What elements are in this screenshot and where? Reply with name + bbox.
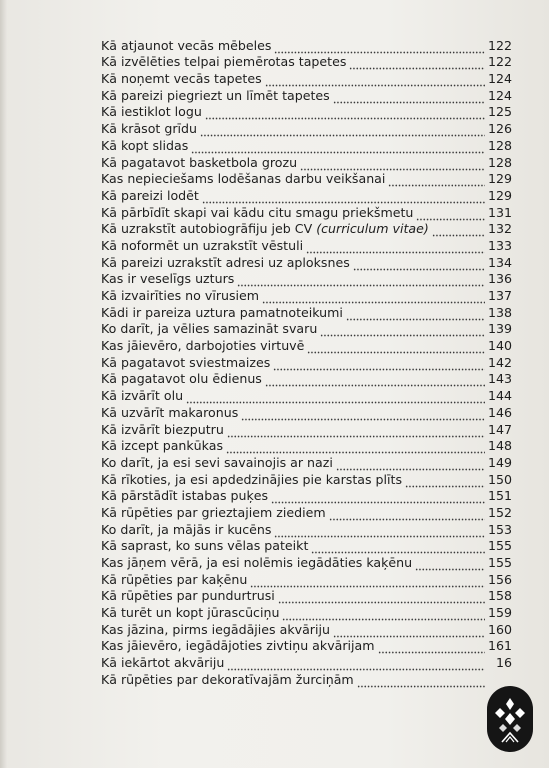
toc-entry-title-text: Kā pagatavot olu ēdienus xyxy=(101,371,262,387)
toc-entry[interactable] xyxy=(101,254,512,271)
toc-entry-page-number: 161 xyxy=(487,638,512,654)
toc-entry-title-text: Ko darīt, ja mājās ir kucēns xyxy=(101,521,272,537)
toc-entry-title-text: Kā izcept pankūkas xyxy=(101,438,224,454)
toc-entry[interactable] xyxy=(101,304,512,321)
dot-leader xyxy=(237,275,485,287)
dot-leader xyxy=(353,259,485,271)
dot-leader xyxy=(273,359,485,371)
diamond-flower-logo-icon xyxy=(487,686,533,752)
toc-entry-title xyxy=(101,305,343,321)
dot-leader xyxy=(329,509,485,521)
toc-entry-title xyxy=(101,338,304,354)
dot-leader xyxy=(405,476,485,488)
toc-entry-title-text: Kā uzrakstīt autobiogrāfiju jeb CV xyxy=(101,221,313,237)
dot-leader xyxy=(320,325,485,337)
toc-entry-title xyxy=(101,321,317,337)
toc-entry[interactable] xyxy=(101,671,512,688)
toc-entry-page-number: 131 xyxy=(487,204,512,220)
toc-entry-page-number: 148 xyxy=(487,438,512,454)
toc-entry[interactable] xyxy=(101,554,512,571)
toc-entry-title-text: Kā izvārīt biezputru xyxy=(101,421,224,437)
dot-leader xyxy=(186,392,485,404)
toc-entry[interactable] xyxy=(101,521,512,538)
dot-leader xyxy=(227,659,485,671)
toc-entry-title-text: Kā pārbīdīt skapi vai kādu citu smagu priekšmetu xyxy=(101,204,414,220)
dot-leader xyxy=(227,426,485,438)
toc-entry[interactable] xyxy=(101,154,512,171)
toc-entry-page-number: 155 xyxy=(487,555,512,570)
toc-entry-title xyxy=(101,622,330,638)
toc-entry-page-number: 149 xyxy=(487,454,512,470)
toc-entry-title-text: Kā pārstādīt istabas puķes xyxy=(101,488,269,504)
toc-entry-title-text: Kas ir veselīgs uzturs xyxy=(101,271,235,287)
toc-entry-title-text: Kas jāievēro, darbojoties virtuvē xyxy=(101,338,305,354)
toc-entry[interactable] xyxy=(101,371,512,388)
toc-entry-title-text: Kā pareizi lodēt xyxy=(101,187,199,203)
dot-leader xyxy=(262,292,485,304)
dot-leader xyxy=(333,626,485,638)
toc-entry-title-text: Kā atjaunot vecās mēbeles xyxy=(101,37,272,53)
dot-leader xyxy=(333,92,485,104)
dot-leader xyxy=(378,642,485,654)
toc-entry[interactable] xyxy=(101,54,512,71)
toc-entry-page-number: 137 xyxy=(487,288,512,303)
toc-entry-title-text: Kā izvairīties no vīrusiem xyxy=(101,288,260,303)
toc-entry-page-number: 152 xyxy=(487,504,512,520)
toc-entry-title-text: Kas jāzina, pirms iegādājies akvāriju xyxy=(101,621,330,637)
toc-entry-title xyxy=(101,555,412,571)
toc-entry-title xyxy=(101,455,333,471)
toc-entry-title xyxy=(101,155,297,171)
toc-entry-title-text: Kā pagatavot sviestmaizes xyxy=(101,354,271,370)
dot-leader xyxy=(278,592,485,604)
toc-entry-page-number: 132 xyxy=(487,221,512,237)
toc-entry-page-number: 136 xyxy=(487,271,512,287)
toc-entry-title xyxy=(101,88,330,104)
toc-entry[interactable] xyxy=(101,438,512,455)
toc-entry-page-number: 159 xyxy=(487,605,512,621)
toc-entry-title-text: Kā kopt slidas xyxy=(101,137,189,153)
dot-leader xyxy=(388,175,485,187)
toc-entry-title-text: Kā turēt un kopt jūrascūciņu xyxy=(101,605,280,621)
toc-entry-title xyxy=(101,638,375,654)
dot-leader xyxy=(226,442,485,454)
dot-leader xyxy=(265,75,485,87)
table-of-contents xyxy=(101,37,512,688)
toc-entry[interactable] xyxy=(101,421,512,438)
toc-entry[interactable] xyxy=(101,404,512,421)
toc-entry[interactable] xyxy=(101,604,512,621)
toc-entry-title xyxy=(101,605,279,621)
toc-entry-page-number: 146 xyxy=(487,404,512,420)
dot-leader xyxy=(307,342,485,354)
toc-entry-title-text: Ko darīt, ja esi sevi savainojis ar nazi xyxy=(101,454,333,470)
toc-entry-title xyxy=(101,538,308,554)
toc-entry[interactable] xyxy=(101,70,512,87)
toc-entry[interactable] xyxy=(101,221,512,238)
toc-entry-page-number: 138 xyxy=(487,304,512,320)
toc-entry-title-text: Kā rūpēties par dekoratīvajām žurciņām xyxy=(101,671,354,687)
dot-leader xyxy=(191,142,485,154)
dot-leader xyxy=(205,108,485,120)
toc-entry-page-number: 122 xyxy=(487,54,512,70)
dot-leader xyxy=(265,375,485,387)
toc-entry-title xyxy=(101,38,271,54)
dot-leader xyxy=(274,42,485,54)
toc-entry-page-number: 125 xyxy=(487,104,512,120)
toc-entry-title-text: Kā pareizi piegriezt un līmēt tapetes xyxy=(101,87,330,103)
toc-entry[interactable] xyxy=(101,87,512,104)
toc-entry[interactable] xyxy=(101,37,512,54)
toc-entry-title xyxy=(101,221,429,237)
toc-entry[interactable] xyxy=(101,638,512,655)
toc-entry[interactable] xyxy=(101,588,512,605)
toc-entry-title xyxy=(101,188,199,204)
toc-entry[interactable] xyxy=(101,204,512,221)
toc-entry[interactable] xyxy=(101,621,512,638)
toc-entry-page-number: 129 xyxy=(487,187,512,203)
toc-entry-title-text: Kā krāsot grīdu xyxy=(101,121,198,137)
toc-entry-title-text: Kā iekārtot akvāriju xyxy=(101,655,225,671)
toc-entry[interactable] xyxy=(101,237,512,254)
dot-leader xyxy=(202,192,485,204)
toc-entry-title xyxy=(101,121,197,137)
toc-entry-page-number: 16 xyxy=(495,655,512,671)
dot-leader xyxy=(250,576,485,588)
dot-leader xyxy=(311,542,485,554)
toc-entry-page-number: 142 xyxy=(487,354,512,370)
toc-entry-page-number: 143 xyxy=(487,371,512,387)
dot-leader xyxy=(346,309,485,321)
toc-entry-title-text: Kā pareizi uzrakstīt adresi uz aploksnes xyxy=(101,254,350,270)
toc-entry-title-text: Kā saprast, ko suns vēlas pateikt xyxy=(101,538,309,554)
dot-leader xyxy=(300,159,485,171)
toc-entry[interactable] xyxy=(101,120,512,137)
toc-entry-page-number: 156 xyxy=(487,571,512,587)
toc-entry-page-number: 128 xyxy=(487,137,512,153)
dot-leader xyxy=(349,58,485,70)
toc-entry-title xyxy=(101,472,402,488)
dot-leader xyxy=(200,125,485,137)
toc-entry-title xyxy=(101,438,223,454)
toc-entry-title-text: Kā rūpēties par grieztajiem ziediem xyxy=(101,504,326,520)
toc-entry-title xyxy=(101,205,413,221)
toc-entry-page-number: 150 xyxy=(487,471,512,487)
toc-entry-page-number: 153 xyxy=(487,521,512,537)
toc-entry-title xyxy=(101,271,234,287)
dot-leader xyxy=(282,609,485,621)
toc-entry-page-number: 128 xyxy=(487,154,512,170)
toc-entry-page-number: 124 xyxy=(487,87,512,103)
toc-entry-title-text: Kā izvārīt olu xyxy=(101,388,184,404)
toc-entry-page-number: 147 xyxy=(487,421,512,437)
toc-entry-title-text: Kā pagatavot basketbola grozu xyxy=(101,154,298,170)
toc-entry-title-text: Kā iestiklot logu xyxy=(101,104,202,120)
toc-entry-page-number: 144 xyxy=(487,388,512,404)
toc-entry[interactable] xyxy=(101,538,512,555)
toc-entry-title-text: Kas jāņem vērā, ja esi nolēmis iegādāties kaķēnu xyxy=(101,555,413,570)
dot-leader xyxy=(357,676,485,688)
toc-entry-page-number: 151 xyxy=(487,488,512,504)
toc-entry-title-text: Kā noformēt un uzrakstīt vēstuli xyxy=(101,237,304,253)
toc-entry-title xyxy=(101,255,350,271)
toc-entry-title xyxy=(101,54,346,70)
toc-entry-title xyxy=(101,238,303,254)
toc-entry-page-number: 124 xyxy=(487,71,512,87)
toc-entry[interactable] xyxy=(101,354,512,371)
toc-entry[interactable] xyxy=(101,454,512,471)
toc-entry-title xyxy=(101,138,188,154)
toc-entry[interactable] xyxy=(101,271,512,288)
toc-entry[interactable] xyxy=(101,504,512,521)
toc-entry-title xyxy=(101,288,259,304)
toc-entry-title-text: Kādi ir pareiza uztura pamatnoteikumi xyxy=(101,304,343,320)
toc-entry-title-text: Kas jāievēro, iegādājoties zivtiņu akvārijam xyxy=(101,638,375,654)
toc-entry[interactable] xyxy=(101,387,512,404)
toc-entry-page-number: 126 xyxy=(487,121,512,137)
toc-entry-title xyxy=(101,588,275,604)
toc-entry-title xyxy=(101,355,270,371)
toc-entry-title-text: Kā noņemt vecās tapetes xyxy=(101,71,262,87)
toc-entry-title xyxy=(101,572,247,588)
toc-entry[interactable] xyxy=(101,654,512,671)
dot-leader xyxy=(274,526,485,538)
toc-entry-title xyxy=(101,388,183,404)
dot-leader xyxy=(416,209,485,221)
toc-entry-page-number: 140 xyxy=(487,338,512,354)
toc-entry-title xyxy=(101,71,262,87)
toc-entry-page-number: 133 xyxy=(487,237,512,253)
toc-entry-page-number: 160 xyxy=(487,621,512,637)
toc-entry-page-number: 129 xyxy=(487,171,512,187)
toc-entry-title-text: Kas nepieciešams lodēšanas darbu veikšanai xyxy=(101,171,386,187)
toc-entry-title xyxy=(101,655,224,671)
toc-entry-page-number: 139 xyxy=(487,321,512,337)
toc-entry-page-number: 134 xyxy=(487,254,512,270)
toc-entry-title xyxy=(101,405,238,421)
toc-entry-page-number: 122 xyxy=(487,37,512,53)
toc-entry-title xyxy=(101,371,262,387)
toc-entry-title xyxy=(101,171,385,187)
toc-entry[interactable] xyxy=(101,471,512,488)
toc-entry-title-text: Kā rīkoties, ja esi apdedzinājies pie karstas plīts xyxy=(101,471,403,487)
toc-entry[interactable] xyxy=(101,488,512,505)
toc-entry[interactable] xyxy=(101,321,512,338)
toc-entry[interactable] xyxy=(101,337,512,354)
toc-entry-title xyxy=(101,422,224,438)
toc-entry-title-text: Kā izvēlēties telpai piemērotas tapetes xyxy=(101,54,347,70)
toc-entry[interactable] xyxy=(101,137,512,154)
dot-leader xyxy=(336,459,485,471)
toc-entry-title-italic: (curriculum vitae) xyxy=(312,221,429,237)
toc-entry-page-number: 155 xyxy=(487,538,512,554)
page-gutter-shadow xyxy=(0,0,7,768)
toc-entry-title xyxy=(101,488,268,504)
dot-leader xyxy=(271,492,485,504)
toc-entry-title-text: Ko darīt, ja vēlies samazināt svaru xyxy=(101,321,318,337)
toc-entry-title-text: Kā rūpēties par pundurtrusi xyxy=(101,588,275,604)
watermark-badge[interactable] xyxy=(487,686,533,752)
toc-entry[interactable] xyxy=(101,187,512,204)
toc-entry-title-text: Kā uzvārīt makaronus xyxy=(101,404,239,420)
toc-entry[interactable] xyxy=(101,287,512,304)
dot-leader xyxy=(432,225,485,237)
toc-entry-title xyxy=(101,672,354,688)
toc-entry-title xyxy=(101,104,202,120)
dot-leader xyxy=(306,242,485,254)
toc-entry-title-text: Kā rūpēties par kaķēnu xyxy=(101,571,248,587)
toc-entry-page-number: 158 xyxy=(487,588,512,604)
toc-entry[interactable] xyxy=(101,171,512,188)
dot-leader xyxy=(415,559,485,571)
toc-entry-title xyxy=(101,522,271,538)
toc-entry[interactable] xyxy=(101,571,512,588)
toc-entry-title xyxy=(101,505,326,521)
toc-entry[interactable] xyxy=(101,104,512,121)
dot-leader xyxy=(241,409,485,421)
